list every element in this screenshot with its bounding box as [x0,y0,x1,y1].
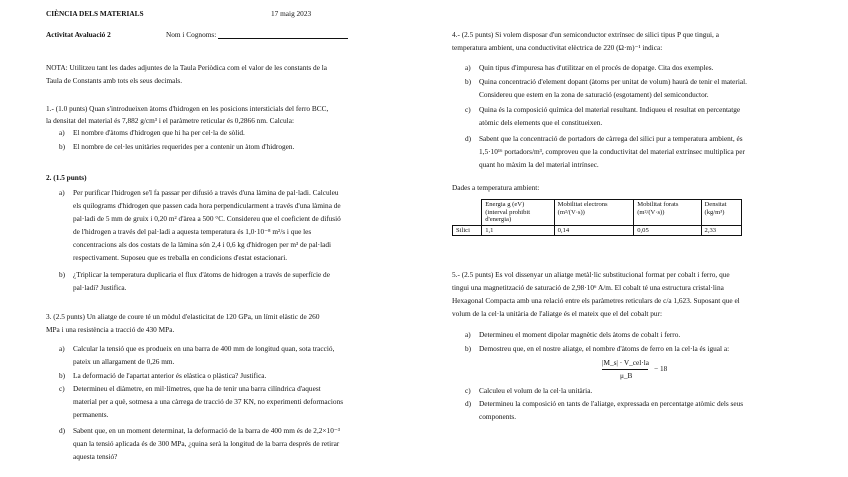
cell-energy-gap: 1,1 [482,225,554,236]
q3-line-2: MPa i una resistència a tracció de 430 MPa. [46,325,175,334]
q3-d-line-1: Sabent que, en un moment determinat, la deformació de la barra de 400 mm és de 2,2×10⁻³ [73,426,340,435]
q1-a-letter: a) [59,128,65,137]
q3-a-line-1: Calcular la tensió que es produeix en una barra de 400 mm de longitud quan, sota tracció, [73,344,335,353]
q4-a-line-1: Quin tipus d'impuresa has d'utilitzar en el procés de dopatge. Cita dos exemples. [479,63,714,72]
q5-line-4: volum de la cel·la unitària de l'aliatge és el mateix que el del cobalt pur: [452,309,663,318]
q3-a-line-2: pateix un allargament de 0,26 mm. [73,357,175,366]
q2-b-letter: b) [59,270,66,279]
col-electron-mobility: Mobilitat electrons (m²/(V·s)) [554,200,634,226]
q4-a-letter: a) [465,63,471,72]
q2-a-line-3: pal·ladi de 5 mm de gruix i 0,20 m² d'àrea a 500 °C. Considereu que el coeficient de difusió [73,214,341,223]
col-density: Densitat (kg/m³) [701,200,741,226]
name-label: Nom i Cognoms: [166,30,217,39]
q1-b-letter: b) [59,142,66,151]
q4-d-letter: d) [465,134,472,143]
q3-d-line-3: aquesta tensió? [73,452,118,461]
q1-b-text: El nombre de cel·les unitàries requerides per a contenir un àtom d'hidrogen. [73,142,295,151]
formula-numerator: |M_s| · V_cel·la [602,358,649,367]
formula-minus: − 18 [654,364,668,373]
q4-line-2: temperatura ambient, una conductivitat elèctrica de 220 (Ω·m)⁻¹ indica: [452,43,663,52]
cell-hole-mobility: 0,05 [634,225,701,236]
q2-a-line-1: Per purificar l'hidrogen se'l fa passar per difusió a través d'una làmina de pal·ladi. Calculeu [73,188,339,197]
q5-d-letter: d) [465,399,472,408]
fraction-bar [602,369,648,370]
table-row [453,225,742,236]
q5-d-line-2: components. [479,412,517,421]
q2-a-line-5: concentracions als dos costats de la làmina són 2,4 i 0,6 kg d'hidrogen per m³ de pal·ladi [73,240,332,249]
col-energy-gap: Energia g (eV) (interval prohibit d'energia) [482,200,554,226]
q3-c-line-1: Determineu el diàmetre, en mil·límetres, que ha de tenir una barra cilíndrica d'aquest [73,384,321,393]
q5-a-letter: a) [465,330,471,339]
q5-b-line-1: Demostreu que, en el nostre aliatge, el nombre d'àtoms de ferro en la cel·la és igual a: [479,344,730,353]
properties-table [452,199,742,236]
name-field[interactable] [218,38,348,39]
q5-line-2: tingui una magnetització de saturació de 2,98·10⁶ A/m. El cobalt té una estructura cristal·lina [452,283,724,292]
q4-b-letter: b) [465,77,472,86]
q5-c-line-1: Calculeu el volum de la cel·la unitària. [479,386,593,395]
q4-b-line-2: Considereu que estem en la zona de saturació (esgotament) del semiconductor. [479,90,709,99]
q3-b-letter: b) [59,371,66,380]
cell-density: 2,33 [701,225,741,236]
q3-d-line-2: quan la tensió aplicada és de 300 MPa, ¿quina serà la longitud de la barra després de retirar [73,439,340,448]
q2-a-line-4: de l'hidrogen a través del pal·ladi a aquesta temperatura és 1,0·10⁻⁸ m²/s i que les [73,227,312,236]
q4-b-line-1: Quina concentració d'element dopant (àtoms per unitat de volum) haurà de tenir el material. [479,77,747,86]
col-hole-mobility: Mobilitat forats (m²/(V·s)) [634,200,701,226]
iron-atoms-formula [602,358,672,382]
table-header-row [453,200,742,226]
q3-a-letter: a) [59,344,65,353]
q2-heading: 2. (1.5 punts) [46,173,87,182]
q3-c-letter: c) [59,384,65,393]
q1-line-2: la densitat del material és 7,882 g/cm³ i el paràmetre reticular és 0,2866 nm. Calcula: [46,116,294,125]
q5-d-line-1: Determineu la composició en tants de l'aliatge, expressada en percentatge atòmic dels seus [479,399,744,408]
q5-line-3: Hexagonal Compacta amb una relació entre els paràmetres reticulars de c/a 1,623. Suposant que el [452,296,740,305]
q4-d-line-2: 1,5·10¹⁶ portadors/m³, comproveu que la conductivitat del material extrínsec multiplica per [479,147,745,156]
q2-a-line-2: els quilograms d'hidrogen que passen cada hora perpendicularment a través d'una làmina de [73,201,341,210]
q1-a-text: El nombre d'àtoms d'hidrogen que hi ha per cel·la de sòlid. [73,128,245,137]
q5-c-letter: c) [465,386,471,395]
q3-b-line-1: La deformació de l'apartat anterior és elàstica o plàstica? Justifica. [73,371,267,380]
q2-b-line-1: ¿Triplicar la temperatura duplicaria el flux d'àtoms de hidrogen a través de superfície de [73,270,330,279]
course-title: CIÈNCIA DELS MATERIALS [46,9,144,18]
q3-d-letter: d) [59,426,66,435]
activity-title: Activitat Avaluació 2 [46,30,111,39]
q4-d-line-3: quant ho màxim la del material intrínsec. [479,160,599,169]
table-corner [453,200,482,226]
q3-c-line-2: material per a què, sotmesa a una càrrega de tracció de 37 KN, no experimenti deformacions [73,397,344,406]
q2-a-letter: a) [59,188,65,197]
q3-c-line-3: permanents. [73,410,109,419]
q2-a-line-6: respectivament. Suposeu que es treballa en condicions d'estat estacionari. [73,253,288,262]
q3-line-1: 3. (2.5 punts) Un aliatge de coure té un mòdul d'elasticitat de 120 GPa, un límit elàstic de 260 [46,312,320,321]
q5-b-letter: b) [465,344,472,353]
table-caption: Dades a temperatura ambient: [452,183,540,192]
row-label-silici: Silici [453,225,482,236]
cell-electron-mobility: 0,14 [554,225,634,236]
q4-d-line-1: Sabent que la concentració de portadors de càrrega del silici pur a temperatura ambient, és [479,134,743,143]
q4-c-line-2: atòmic dels elements que el constitueixen. [479,118,603,127]
q4-line-1: 4.- (2.5 punts) Si volem disposar d'un semiconductor extrínsec de silici tipus P que tingui, a [452,30,719,39]
q2-b-line-2: pal·ladi? Justifica. [73,283,127,292]
q4-c-letter: c) [465,105,471,114]
q4-c-line-1: Quina és la composició química del material resultant. Indiqueu el resultat en percentatge [479,105,741,114]
q5-a-line-1: Determineu el moment dipolar magnètic dels àtoms de cobalt i ferro. [479,330,681,339]
q5-line-1: 5.- (2.5 punts) Es vol dissenyar un aliatge metàl·lic substitucional format per cobalt i ferro, que [452,270,730,279]
note-line-1: NOTA: Utilitzeu tant les dades adjuntes de la Taula Periòdica com el valor de les constants de la [46,63,328,72]
formula-denominator: μ_B [620,371,633,380]
q1-line-1: 1.- (1.0 punts) Quan s'introdueixen àtoms d'hidrogen en les posicions intersticials del ferro BCC, [46,104,329,113]
note-line-2: Taula de Constants amb tots els seus decimals. [46,76,183,85]
exam-date: 17 maig 2023 [271,9,312,18]
